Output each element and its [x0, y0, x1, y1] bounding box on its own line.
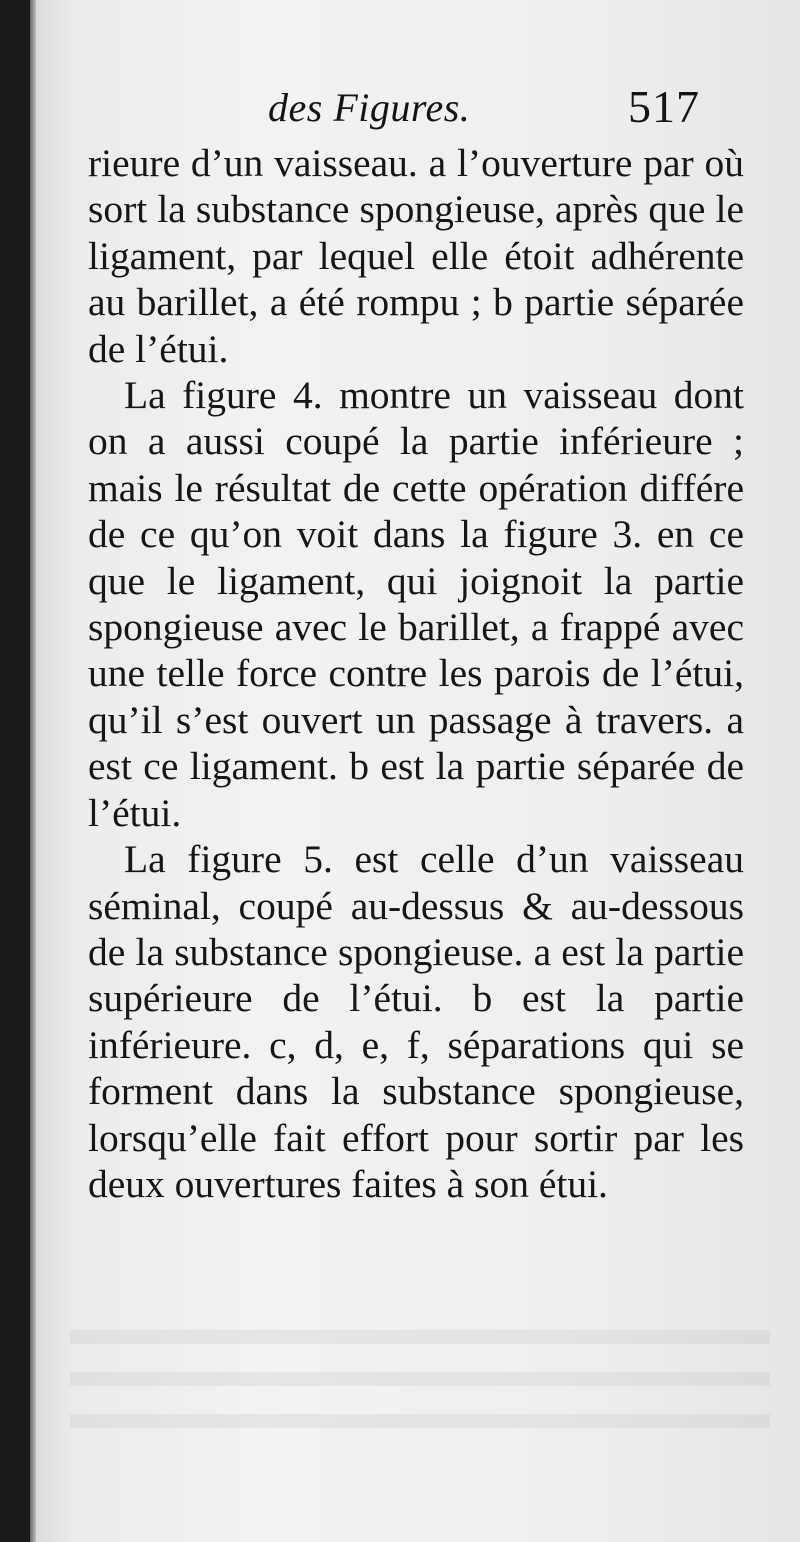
paragraph-2: La figure 4. montre un vaisseau dont on a aussi coupé la partie inférieure ; mais le résultat de cette opération différe de ce qu’on voit dans la figure 3. en ce que le ligament, qui joignoit la partie spongieuse avec le barillet, a frappé avec une telle force contre les parois de l’étui, qu’il s’est ouvert un passage à travers. a est ce ligament. b est la partie séparée de l’étui.	[88, 373, 744, 835]
page-spine-shadow	[30, 0, 36, 1542]
paragraph-1: rieure d’un vaisseau. a l’ouverture par où sort la substance spongieuse, après que le ligament, par lequel elle étoit adhérente au barillet, a été rompu ; b partie séparée de l’étui.	[88, 141, 744, 371]
paragraph-3: La figure 5. est celle d’un vaisseau séminal, coupé au-dessus & au-dessous de la substance spongieuse. a est la partie supérieure de l’étui. b est la partie inférieure. c, d, e, f, séparations qui se forment dans la substance spongieuse, lorsqu’elle fait effort pour sortir par les deux ouvertures faites à son étui.	[88, 837, 744, 1206]
show-through-text	[70, 1330, 770, 1440]
book-page	[30, 0, 800, 1542]
running-title: des Figures.	[268, 85, 471, 130]
body-text	[88, 140, 744, 1207]
page-number: 517	[628, 81, 700, 132]
page-header	[30, 80, 800, 140]
